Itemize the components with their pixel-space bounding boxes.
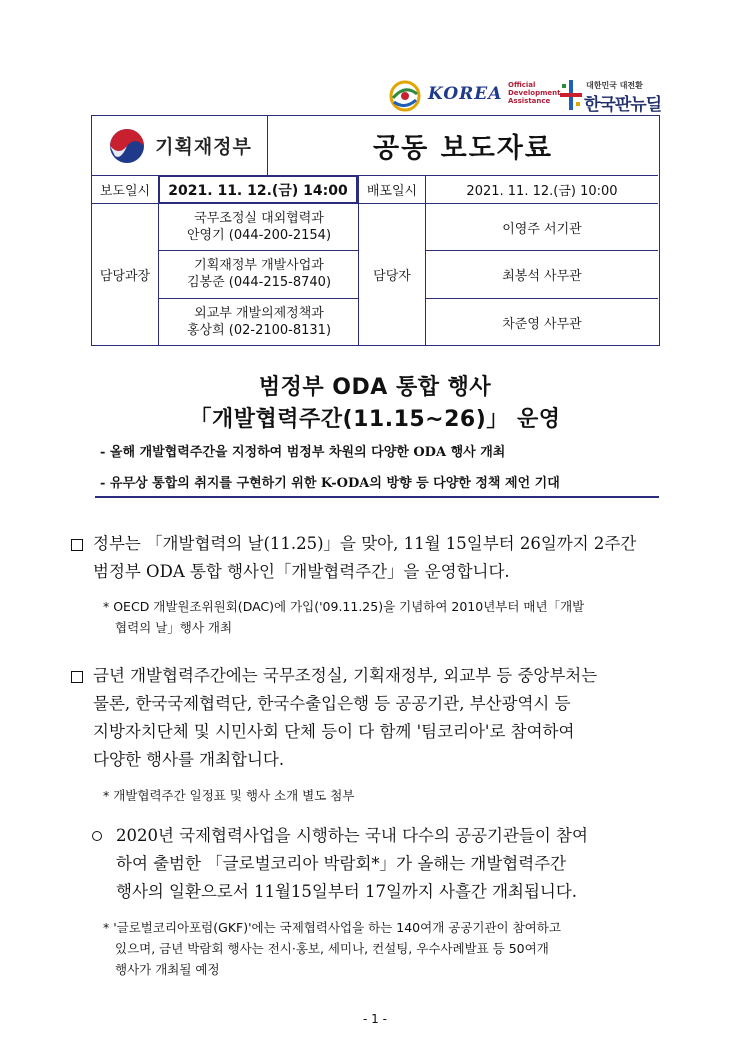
- korean-new-deal-logo-icon: [560, 80, 582, 110]
- paragraph-1: 정부는 「개발협력의 날(11.25)」을 맞아, 11월 15일부터 26일까지 2주간 범정부 ODA 통합 행사인「개발협력주간」을 운영합니다.: [93, 534, 637, 581]
- headline-line-1: 범정부 ODA 통합 행사: [258, 375, 492, 400]
- contact-person: 최봉석 사무관: [502, 268, 582, 284]
- distribution-label: 배포일시: [366, 184, 418, 199]
- department-entry: 기획재정부 개발사업과 김봉준 (044-215-8740): [186, 258, 332, 290]
- contact-person: 이영주 서기관: [502, 221, 582, 237]
- oda-subtitle: Official Development Assistance: [508, 81, 561, 105]
- department-entry: 외교부 개발의제정책과 홍상희 (02-2100-8131): [186, 306, 332, 338]
- page-number: - 1 -: [363, 1012, 387, 1026]
- ministry-logo: [92, 116, 267, 175]
- divider: [95, 496, 659, 498]
- footnote-3: * '글로벌코리아포럼(GKF)'에는 국제협력사업을 하는 140여개 공공기관이 참여하고 있으며, 금년 박람회 행사는 전시·홍보, 세미나, 컨설팅, 우수사례발표 등 50여개 행사가 개최될 예정: [103, 920, 561, 977]
- subheading: - 올해 개발협력주간을 지정하여 범정부 차원의 다양한 ODA 행사 개최: [100, 445, 506, 460]
- headline-line-2: 「개발협력주간(11.15~26)」 운영: [189, 407, 561, 432]
- government-emblem-icon: [107, 126, 147, 166]
- subheading: - 유무상 통합의 취지를 구현하기 위한 K-ODA의 방향 등 다양한 정책 제언 기대: [100, 476, 560, 491]
- oda-korea-logo-icon: [388, 80, 422, 112]
- distribution-datetime: 2021. 11. 12.(금) 10:00: [466, 184, 618, 199]
- document-title: 공동 보도자료: [373, 133, 553, 164]
- footnote-2: * 개발협력주간 일정표 및 행사 소개 별도 첨부: [103, 788, 355, 803]
- contact-label: 담당자: [373, 269, 411, 284]
- release-datetime: 2021. 11. 12.(금) 14:00: [158, 175, 358, 204]
- oda-wordmark: KOREA: [428, 84, 503, 104]
- ministry-name: 기획재정부: [155, 136, 252, 158]
- square-bullet-icon: [71, 539, 83, 551]
- footnote-1: * OECD 개발원조위원회(DAC)에 가입('09.11.25)을 기념하여 2010년부터 매년「개발 협력의 날」행사 개최: [103, 599, 585, 635]
- logo-area: [388, 78, 663, 114]
- contact-person: 차준영 사무관: [502, 316, 582, 332]
- paragraph-2: 금년 개발협력주간에는 국무조정실, 기획재정부, 외교부 등 중앙부처는 물론, 한국국제협력단, 한국수출입은행 등 공공기관, 부산광역시 등 지방자치단체 및 시민사회 단체 등이 다 함께 '팀코리아'로 참여하여 다양한 행사를 개최합니다.: [93, 666, 598, 769]
- knd-title: 한국판뉴딜: [584, 95, 662, 115]
- circle-bullet-icon: [92, 831, 102, 841]
- square-bullet-icon: [71, 671, 83, 683]
- department-entry: 국무조정실 대외협력과 안영기 (044-200-2154): [186, 211, 332, 243]
- knd-tagline: 대한민국 대전환: [586, 81, 643, 90]
- press-header-table: [91, 115, 660, 346]
- paragraph-3: 2020년 국제협력사업을 시행하는 국내 다수의 공공기관들이 참여 하여 출범한 「글로벌코리아 박람회*」가 올해는 개발협력주간 행사의 일환으로서 11월15일부터 17일까지 사흘간 개최됩니다.: [116, 826, 588, 901]
- release-label: 보도일시: [99, 184, 151, 199]
- department-label: 담당과장: [99, 269, 151, 284]
